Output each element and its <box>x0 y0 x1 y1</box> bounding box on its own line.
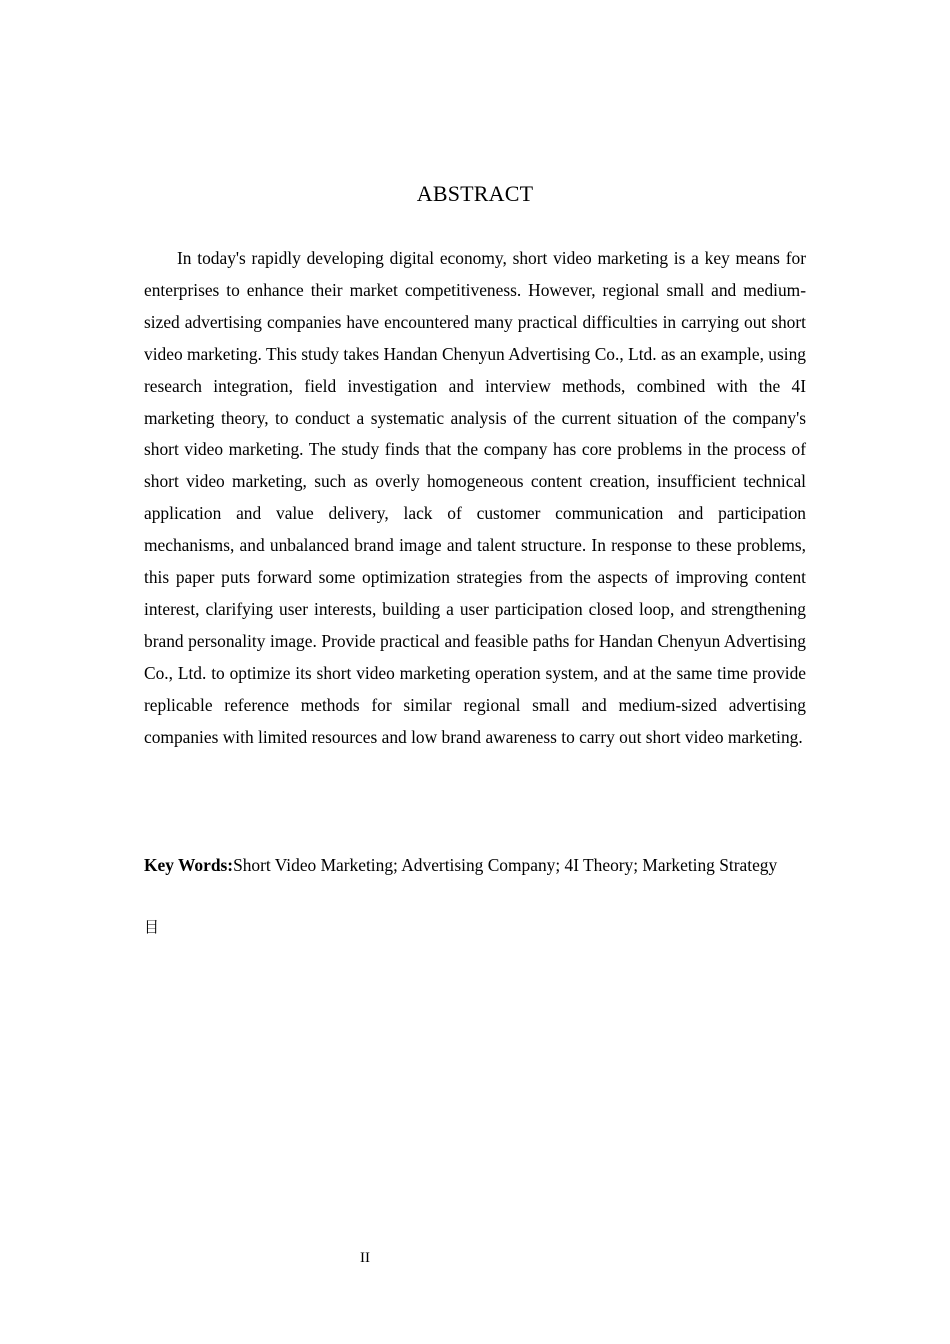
keywords-text: Short Video Marketing; Advertising Company; 4I Theory; Marketing Strategy <box>233 855 778 875</box>
keywords-paragraph <box>144 850 806 882</box>
page-number: II <box>360 1250 370 1266</box>
abstract-title: ABSTRACT <box>416 181 534 206</box>
keywords-label: Key Words: <box>144 855 234 875</box>
toc-heading-fragment: 目 <box>144 918 160 936</box>
abstract-body: In today's rapidly developing digital economy, short video marketing is a key means for enterprises to enhance their market competitiveness. However, regional small and medium-sized advertising companies have encountered many practical difficulties in carrying out short video marketing. This study takes Handan Chenyun Advertising Co., Ltd. as an example, using research integration, field investigation and interview methods, combined with the 4I marketing theory, to conduct a systematic analysis of the current situation of the company's short video marketing. The study finds that the company has core problems in the process of short video marketing, such as overly homogeneous content creation, insufficient technical application and value delivery, lack of customer communication and participation mechanisms, and unbalanced brand image and talent structure. In response to these problems, this paper puts forward some optimization strategies from the aspects of improving content interest, clarifying user interests, building a user participation closed loop, and strengthening brand personality image. Provide practical and feasible paths for Handan Chenyun Advertising Co., Ltd. to optimize its short video marketing operation system, and at the same time provide replicable reference methods for similar regional small and medium-sized advertising companies with limited resources and low brand awareness to carry out short video marketing. <box>144 248 806 747</box>
